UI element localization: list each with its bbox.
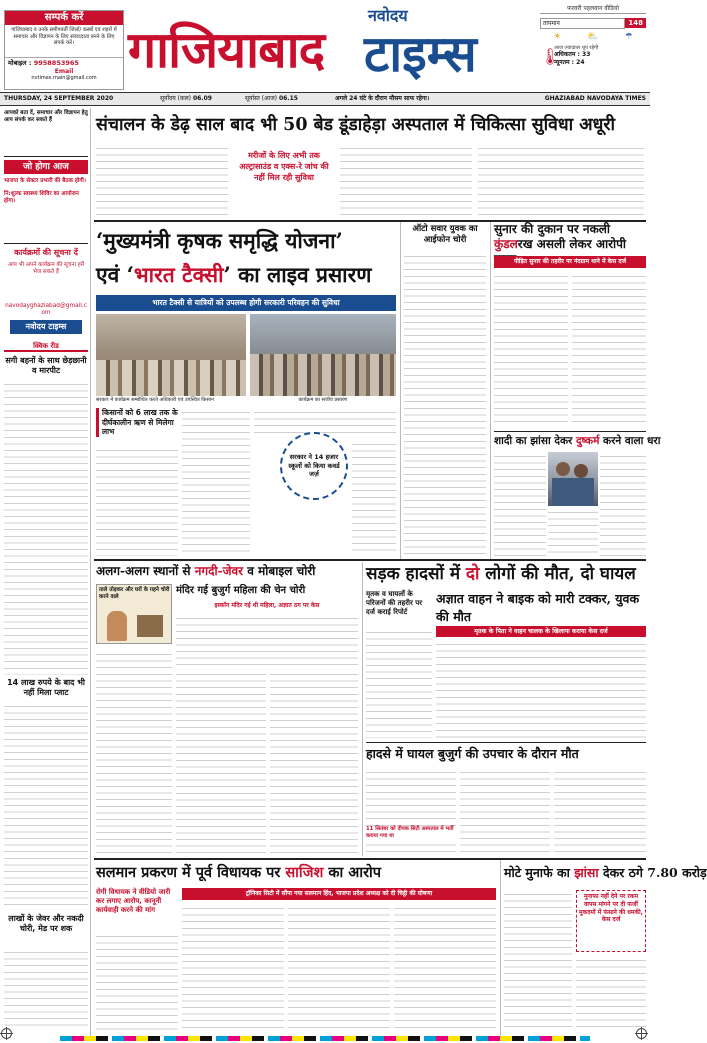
weather-title: फरवरी पहलवान वीडियो: [540, 4, 646, 14]
sunar-body-2: [572, 272, 646, 428]
registration-mark: [636, 1028, 647, 1039]
contact-mobile: [5, 57, 123, 68]
jo-hoga-aaj-title: जो होगा आज: [4, 160, 88, 174]
accident-redbar: मृतक के पिता ने वाहन चालक के खिलाफ कराया केस दर्ज: [436, 626, 646, 637]
scheme-photo-right: [250, 314, 396, 396]
contact-box: [4, 10, 124, 90]
scheme-circle-text: सरकार ने 14 हजार स्कूलों को किया कवर्ड जर्ज़: [288, 453, 340, 479]
contact-box-text: गाजियाबाद व उनके समीपवर्ती जिलों/ कस्बों एवं शहरों में समाचार और विज्ञापन के लिए संवाददाता बनने के लिए संपर्क करें।: [11, 27, 117, 46]
bottom-right-headline-b: झांसा: [574, 865, 599, 880]
sunrise-value: 06.09: [192, 95, 212, 102]
bottom-right-callout: [576, 890, 646, 952]
elder-body-1: [366, 768, 456, 854]
accident-body: [436, 640, 646, 738]
shaadi-headline: [494, 434, 661, 448]
left-story1-body: [4, 380, 88, 675]
scheme-headline-line1: ‘मुख्यमंत्री कृषक समृद्धि योजना’: [96, 228, 343, 253]
left-story1-headline: सगी बहनों के साथ छेड़छानी व मारपीट: [5, 356, 87, 375]
sunar-body-1: [494, 272, 568, 428]
dateline-tagline: अगले 24 घंटे के दौरान मौसम साफ रहेगा।: [335, 95, 430, 102]
lead-body-mid: [340, 144, 472, 216]
temp-max: अधिकतम : 33: [554, 51, 591, 58]
sunset-value: 06.15: [278, 95, 298, 102]
brand-top: नवोदय: [368, 6, 408, 25]
sunrise-label: सूर्योदय (कल): [160, 95, 192, 102]
scheme-body-1: [96, 446, 178, 556]
sunar-headline-b: कुंडल: [494, 237, 518, 251]
jo-item: भाजपा के सेक्टर प्रभारी की बैठक होगी।: [4, 178, 86, 184]
auto-body: [404, 252, 486, 556]
accident-side-headline: मृतक व घायलों के परिजनों की तहरीर पर दर्ज कराई रिपोर्ट: [366, 590, 423, 616]
theft-sub: मंदिर गई बुजुर्ग महिला की चेन चोरी: [176, 585, 306, 596]
bottom-left-body-2: [288, 904, 390, 1032]
sunar-subbar: पीड़ित सुनार की तहरीर पर नंदग्राम थाने में केस दर्ज: [494, 256, 646, 268]
shaadi-headline-c: करने वाला धरा: [599, 435, 661, 447]
theft-body-2: [176, 670, 266, 854]
jo-item: नि:शुल्क स्वास्थ्य शिविर का आयोजन होगा।: [4, 191, 79, 205]
thermometer-icon: 🌡: [540, 46, 561, 66]
dateline-edition: GHAZIABAD NAVODAYA TIMES: [544, 95, 646, 102]
dateline-bar: [0, 92, 650, 106]
left-notice: आपको बता दें, समाचार और विज्ञापन हेतु आप संपर्क कर सकते हैं: [4, 110, 88, 123]
bottom-left-headline-a: सलमान प्रकरण में पूर्व विधायक पर: [96, 864, 286, 881]
bottom-left-headline-c: का आरोप: [323, 864, 382, 881]
scheme-subbar: भारत टैक्सी से यात्रियों को उपलब्ध होगी सरकारी परिवहन की सुविधा: [96, 295, 396, 311]
sun-icon: ☀: [553, 32, 562, 42]
theft-body-3: [270, 670, 358, 854]
brand-logo: [128, 4, 528, 94]
scheme-body-2: [182, 408, 250, 556]
sunar-headline-c: रख असली लेकर आरोपी: [517, 237, 627, 251]
weather-side: आज ज्यादातर धूप रहेगी: [554, 45, 599, 51]
theft-headline-b: नगदी-जेवर: [194, 564, 244, 578]
lead-callout-text: मरीजों के लिए अभी तक अल्ट्रासाउंड व एक्स-रे जांच की नहीं मिल रही सुविधा: [239, 151, 329, 182]
bottom-left-body-1: [182, 904, 284, 1032]
scheme-caption-left: सरकार में कार्यक्रम सम्बोधित करते अधिकारी एवं उपस्थित किसान: [96, 397, 214, 403]
theft-cartoon: [96, 584, 172, 644]
scheme-caption-right: कार्यक्रम का सजीव प्रसारण: [298, 397, 348, 403]
bottom-right-callout-text: मुनाफा नहीं देने पर रकम वापस मांगने पर दी फर्जी मुकदमों में फंसाने की धमकी, केस दर्ज: [579, 893, 643, 924]
accident-headline-b: दो: [465, 564, 480, 584]
email-footer: navodayghaziabad@gmail.com: [5, 303, 87, 316]
scheme-photo-left: [96, 314, 246, 396]
email-value: nvtimes.main@gmail.com: [31, 75, 97, 81]
email-label: Email: [54, 68, 74, 75]
left-story3-body: [4, 948, 88, 1028]
registration-mark: [1, 1028, 12, 1039]
elder-headline: हादसे में घायल बुजुर्ग की उपचार के दौरान मौत: [366, 746, 579, 761]
accident-headline: [366, 560, 646, 588]
left-story2-body: [4, 702, 88, 910]
lead-headline: संचालन के डेढ़ साल बाद भी 50 बेड डूंडाहेड़ा अस्पताल में चिकित्सा सुविधा अधूरी: [96, 115, 616, 135]
weather-icons: [540, 32, 646, 42]
scheme-sub-headline: किसानों को 6 लाख तक के दीर्घकालीन ऋण से मिलेगा लाभ: [96, 408, 178, 437]
theft-subline: इस्कॉन मंदिर गई थी महिला, अज्ञात ठग पर केस: [176, 600, 358, 611]
theft-body-top: [176, 614, 358, 666]
rain-icon: ☂: [624, 32, 633, 42]
accident-sub-headline: अज्ञात वाहन ने बाइक को मारी टक्कर, युवक की मौत: [436, 591, 640, 624]
elder-fine-highlight: 11 सितंबर को दीपक सिटी अस्पताल में भर्ती कराया गया था: [366, 826, 456, 839]
bottom-right-headline: [504, 860, 707, 886]
brand-right: टाइम्स: [364, 25, 477, 83]
lead-body-left: [96, 144, 228, 216]
jo-hoga-aaj-list: [4, 178, 88, 206]
elder-body-3: [554, 768, 646, 854]
karyakram-title: कार्यक्रमों की सूचना दें: [14, 248, 78, 257]
bottom-left-side-body: [96, 932, 178, 1032]
scheme-headline-c: ’ का लाइव प्रसारण: [223, 262, 372, 287]
theft-headline-c: व मोबाइल चोरी: [243, 564, 316, 578]
lead-body-right: [478, 144, 644, 216]
mobile-number: 9958853965: [33, 59, 79, 67]
dateline-date: THURSDAY, 24 SEPTEMBER 2020: [4, 95, 114, 102]
quick-read-title: क्विक रीड: [4, 340, 88, 352]
theft-body-1: [96, 650, 172, 854]
theft-cartoon-text: ताले तोड़कर और घरों के ग़हने चोरी करने वाले: [99, 587, 170, 600]
contact-box-title: सम्पर्क करें: [5, 11, 123, 25]
accident-headline-a: सड़क हादसों में: [366, 564, 466, 584]
shaadi-photo: [548, 452, 598, 506]
bottom-right-headline-a: मोटे मुनाफे का: [504, 865, 575, 880]
theft-headline-a: अलग-अलग स्थानों से: [96, 564, 195, 578]
weather-row-label: तापमान: [540, 18, 625, 29]
scheme-headline-a: एवं ‘: [96, 262, 134, 287]
scheme-body-4: [352, 440, 396, 556]
shaadi-body-2: [548, 508, 598, 556]
bottom-left-side-headline: रोगी विधायक ने वीडियो जारी कर लगाए आरोप, कानूनी कार्यवाही करने की मांग: [96, 888, 171, 914]
scheme-headline-b: भारत टैक्सी: [133, 262, 224, 287]
shaadi-body-3: [600, 452, 646, 556]
bottom-left-body-3: [394, 904, 496, 1032]
scheme-headline-line2: [96, 258, 371, 292]
shaadi-body-1: [494, 452, 546, 556]
lead-callout: [234, 144, 334, 216]
accident-side-body: [366, 628, 432, 738]
sunset-label: सूर्यास्त (आज): [245, 95, 278, 102]
weather-box: [540, 4, 646, 90]
karyakram-text: आप भी अपने कार्यक्रम की सूचना हमें भेज सकते हैं: [7, 262, 85, 275]
auto-headline: ऑटो सवार युवक का आईफोन चोरी: [412, 224, 478, 245]
brand-left: गाजियाबाद: [128, 21, 325, 79]
left-story3-headline: लाखों के जेवर और नकदी चोरी, मेड पर शक: [8, 914, 84, 933]
small-brand-logo: नवोदय टाइम्स: [10, 320, 82, 334]
weather-row-value: 148: [625, 18, 646, 28]
mobile-label: मोबाइल :: [8, 59, 32, 67]
shaadi-headline-a: शादी का झांसा देकर: [494, 435, 576, 447]
bottom-left-subbar: ट्रॉनिका सिटी में सौंपा गया सलमान हिंद, भाजपा प्रदेश अध्यक्ष को दी चिट्ठी की घोषणा: [182, 888, 496, 900]
bottom-left-headline: [96, 860, 496, 886]
accident-headline-c: लोगों की मौत, दो घायल: [479, 564, 636, 584]
sunar-headline-a: सुनार की दुकान पर नकली: [494, 222, 611, 236]
bottom-left-headline-b: साजिश: [285, 864, 324, 881]
theft-headline: [96, 560, 358, 582]
bottom-right-body-2: [576, 956, 646, 1032]
color-bar: [60, 1036, 590, 1041]
sunset: [245, 93, 298, 105]
left-story2-headline: 14 लाख रुपये के बाद भी नहीं मिला प्लाट: [7, 678, 85, 697]
cloud-sun-icon: ⛅: [587, 32, 599, 42]
shaadi-headline-b: दुष्कर्म: [575, 435, 600, 447]
elder-body-2: [460, 768, 550, 854]
bottom-right-body-1: [504, 890, 572, 1032]
temp-min: न्यूनतम : 24: [554, 59, 585, 66]
scheme-circle-quote: [280, 432, 348, 500]
bottom-right-headline-c: देकर ठगे 7.80 करोड़: [598, 865, 707, 880]
sunrise: [160, 93, 212, 105]
